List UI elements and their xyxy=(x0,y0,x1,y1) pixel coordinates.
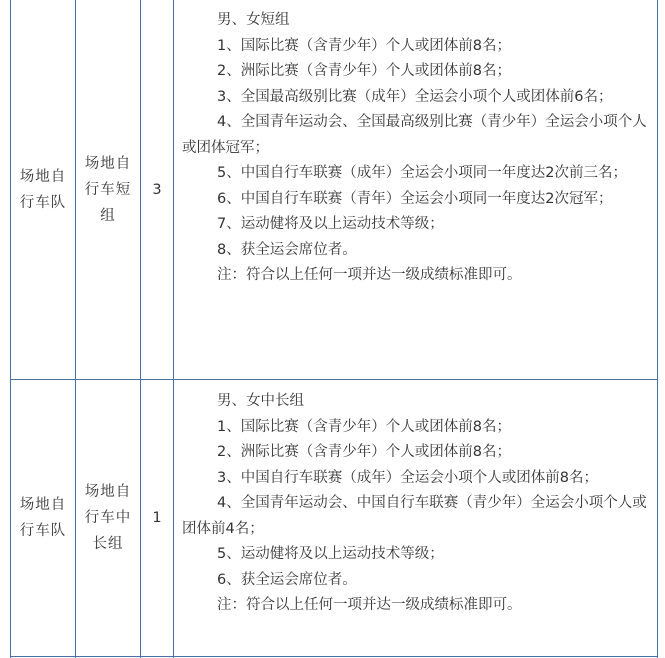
team-cell xyxy=(11,0,75,379)
table-border-right xyxy=(657,0,658,658)
criteria-item: 6、中国自行车联赛（青年）全运会小项同一年度达2次冠军； xyxy=(217,190,613,207)
group-name: 场地自行车短组 xyxy=(84,155,132,224)
criteria-item: 1、国际比赛（含青少年）个人或团体前8名； xyxy=(217,418,511,435)
group-name: 场地自行车中长组 xyxy=(84,484,132,552)
count-value: 1 xyxy=(152,510,162,526)
criteria-item: 1、国际比赛（含青少年）个人或团体前8名； xyxy=(217,37,511,54)
criteria-item: 3、全国最高级别比赛（成年）全运会小项个人或团体前6名； xyxy=(217,88,613,105)
criteria-item: 4、全国青年运动会、全国最高级别比赛（青少年）全运会小项个人或团体冠军； xyxy=(182,114,647,156)
count-value: 3 xyxy=(152,181,162,198)
criteria-cell xyxy=(182,389,650,619)
criteria-item: 4、全国青年运动会、中国自行车联赛（青少年）全运会小项个人或团体前4名； xyxy=(182,495,647,537)
team-name: 场地自行车队 xyxy=(19,168,67,211)
criteria-item: 2、洲际比赛（含青少年）个人或团体前8名； xyxy=(217,444,511,460)
count-cell xyxy=(141,380,173,656)
team-name: 场地自行车队 xyxy=(19,497,67,539)
table-divider xyxy=(173,0,174,658)
criteria-item: 2、洲际比赛（含青少年）个人或团体前8名； xyxy=(217,63,511,79)
criteria-cell xyxy=(182,8,650,289)
criteria-item: 3、中国自行车联赛（成年）全运会小项个人或团体前8名； xyxy=(217,469,598,486)
criteria-note: 注：符合以上任何一项并达一级成绩标准即可。 xyxy=(217,267,522,283)
count-cell xyxy=(141,0,173,379)
row-separator xyxy=(10,656,658,657)
criteria-heading: 男、女短组 xyxy=(217,12,290,28)
criteria-note: 注：符合以上任何一项并达一级成绩标准即可。 xyxy=(217,597,522,613)
team-cell xyxy=(11,380,75,656)
criteria-heading: 男、女中长组 xyxy=(217,393,304,409)
group-cell xyxy=(76,380,140,656)
criteria-item: 5、运动健将及以上运动技术等级； xyxy=(217,546,444,562)
group-cell xyxy=(76,0,140,379)
criteria-item: 8、获全运会席位者。 xyxy=(217,241,357,258)
criteria-item: 6、获全运会席位者。 xyxy=(217,571,357,588)
criteria-item: 5、中国自行车联赛（成年）全运会小项同一年度达2次前三名； xyxy=(217,165,627,181)
criteria-item: 7、运动健将及以上运动技术等级； xyxy=(217,216,444,232)
